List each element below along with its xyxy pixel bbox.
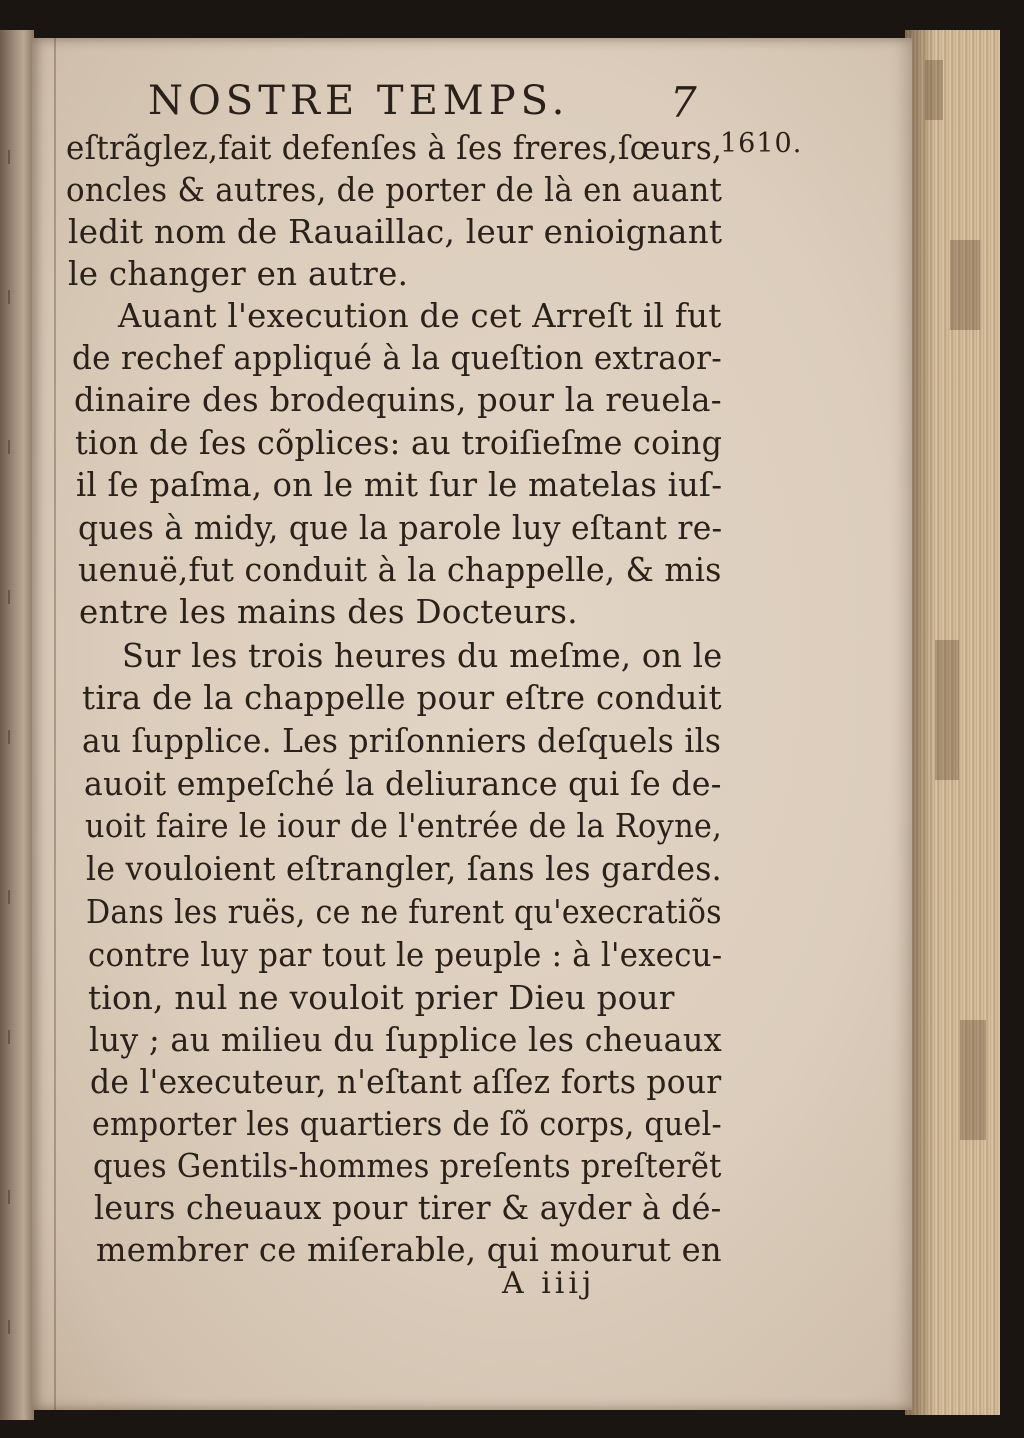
text-line: tion de ſes cõplices: au troiſieſme coing [75,424,723,462]
text-line: au ſupplice. Les priſonniers deſquels ils [82,722,722,760]
text-line: entre les mains des Docteurs. [79,593,578,631]
text-line: ques à midy, que la parole luy eſtant re- [78,509,723,547]
page-number: 7 [670,78,698,127]
text-line: emporter les quartiers de ſõ corps, quel- [92,1105,722,1143]
text-line: luy ; au milieu du ſupplice les cheuaux [89,1021,722,1059]
text-line: tira de la chappelle pour eſtre conduit [82,679,722,717]
text-line: le changer en autre. [68,255,409,293]
text-line: uoit faire le iour de l'entrée de la Royne, [85,807,723,845]
text-line: le vouloient eſtrangler, ſans les gardes. [86,850,722,888]
gutter [54,38,56,1410]
text-line: ques Gentils-hommes preſents preſterẽt [93,1147,722,1185]
text-line: de l'executeur, n'eſtant aſſez forts pour [90,1063,722,1101]
text-line: uenuë,fut conduit à la chappelle, & mis [78,551,722,589]
text-line: membrer ce miſerable, qui mourut en [96,1231,722,1269]
margin-year: 1610. [720,128,803,159]
text-line: Auant l'execution de cet Arreſt il fut [118,297,722,335]
running-head: NOSTRE TEMPS. [148,78,570,124]
text-line: auoit empeſché la deliurance qui ſe de- [84,765,722,803]
facing-page-edge [0,30,34,1420]
text-line: de rechef appliqué à la queſtion extraor- [72,339,723,377]
text-line: eſtrãglez,fait defenſes à ſes freres,ſœurs, [66,129,723,167]
text-line: tion, nul ne vouloit prier Dieu pour [88,979,675,1017]
text-line: leurs cheuaux pour tirer & ayder à dé- [94,1189,722,1227]
text-line: Dans les ruës, ce ne furent qu'execratiõs [86,893,722,931]
text-line: contre luy par tout le peuple : à l'execu- [88,936,723,974]
text-line: Sur les trois heures du meſme, on le [122,637,723,675]
text-line: oncles & autres, de porter de là en auant [66,171,723,209]
text-line: il ſe paſma, on le mit ſur le matelas iuſ- [76,466,723,504]
text-line: dinaire des brodequins, pour la reuela- [74,381,722,419]
signature-mark: A iiij [502,1266,596,1301]
text-line: ledit nom de Rauaillac, leur enioignant [68,213,723,251]
